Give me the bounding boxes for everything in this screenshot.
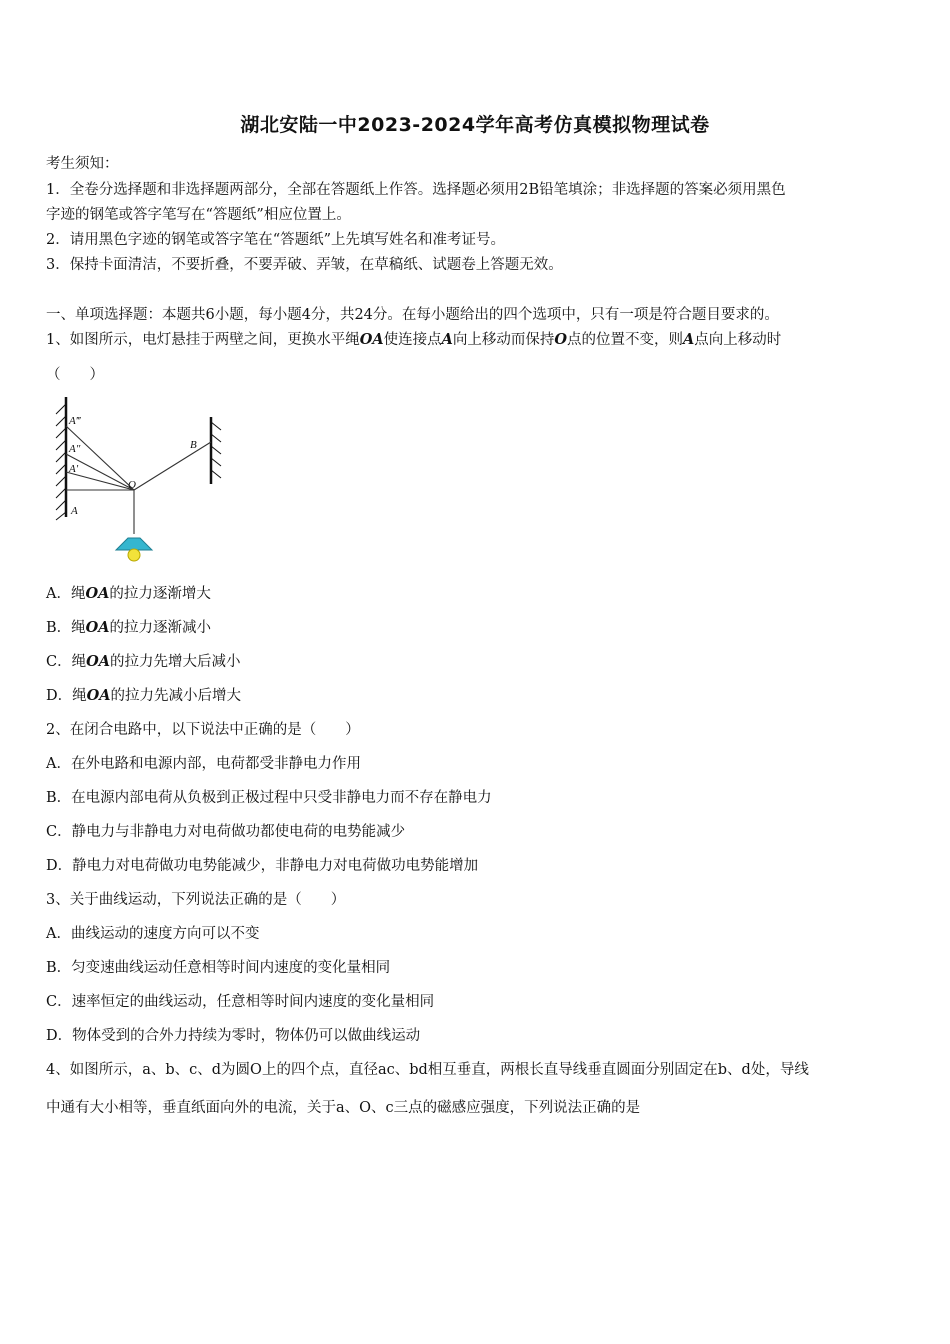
- rope-ob: [134, 442, 211, 490]
- q1-stem-text: 点向上移动时: [694, 332, 782, 348]
- notice-item: 1．全卷分选择题和非选择题两部分，全部在答题纸上作答。选择题必须用2B铅笔填涂；非选择题的答案必须用黑色: [46, 182, 786, 198]
- option-letter: C．绳: [46, 654, 87, 670]
- q1-stem-text: 向上移动而保持: [452, 332, 555, 348]
- q3-option-a: A．曲线运动的速度方向可以不变: [46, 926, 260, 942]
- q1-option-c: [46, 650, 241, 671]
- question-3-stem: 3、关于曲线运动，下列说法正确的是（ ）: [46, 892, 346, 908]
- label-o: O: [128, 479, 136, 491]
- lamp-shade: [116, 538, 152, 550]
- q1-var-oa: OA: [85, 619, 110, 636]
- label-a: A: [71, 505, 78, 517]
- question-4-stem: 4、如图所示，a、b、c、d为圆O上的四个点，直径ac、bd相互垂直，两根长直导线垂直圆面分别固定在b、d处，导线: [46, 1062, 809, 1078]
- q2-option-c: C．静电力与非静电力对电荷做功都使电荷的电势能减少: [46, 824, 406, 840]
- page-title: 湖北安陆一中2023-2024学年高考仿真模拟物理试卷: [240, 114, 710, 136]
- q1-stem-text: 使连接点: [383, 332, 442, 348]
- notice-item: 2．请用黑色字迹的钢笔或答字笔在“答题纸”上先填写姓名和准考证号。: [46, 232, 506, 248]
- notice-heading: 考生须知：: [46, 156, 119, 172]
- option-text: 的拉力逐渐增大: [109, 586, 211, 602]
- q1-stem-text: 1、如图所示，电灯悬挂于两壁之间，更换水平绳: [46, 332, 360, 348]
- label-b: B: [190, 439, 197, 451]
- option-text: 的拉力逐渐减小: [109, 620, 212, 636]
- option-letter: A．绳: [46, 586, 86, 602]
- rope-oa3: [66, 426, 134, 490]
- option-letter: B．绳: [46, 620, 86, 636]
- q1-stem-text: 点的位置不变，则: [567, 332, 684, 348]
- question-1-stem: [46, 328, 781, 349]
- right-wall-hatching: [211, 422, 221, 478]
- q1-option-a: [46, 582, 211, 603]
- q1-var-oa: OA: [85, 585, 110, 602]
- q1-var-o: O: [554, 331, 568, 348]
- q1-option-d: [46, 684, 241, 705]
- option-letter: D．绳: [46, 688, 87, 704]
- q3-option-d: D．物体受到的合外力持续为零时，物体仍可以做曲线运动: [46, 1028, 421, 1044]
- label-a2: A″: [69, 443, 81, 455]
- option-text: 的拉力先减小后增大: [110, 688, 242, 704]
- question-2-stem: 2、在闭合电路中，以下说法中正确的是（ ）: [46, 722, 360, 738]
- notice-item: 3．保持卡面清洁，不要折叠，不要弄破、弄皱，在草稿纸、试题卷上答题无效。: [46, 257, 563, 273]
- q1-var-oa: OA: [86, 653, 110, 670]
- q1-var-oa: OA: [86, 687, 111, 704]
- lamp-bulb: [128, 549, 140, 561]
- q3-option-b: B．匀变速曲线运动任意相等时间内速度的变化量相同: [46, 960, 391, 976]
- question-4-stem-cont: 中通有大小相等，垂直纸面向外的电流，关于a、O、c三点的磁感应强度，下列说法正确的是: [46, 1100, 641, 1116]
- q1-var-oa: OA: [359, 331, 384, 348]
- notice-item: 字迹的钢笔或答字笔写在“答题纸”相应位置上。: [46, 207, 351, 223]
- q2-option-b: B．在电源内部电荷从负极到正极过程中只受非静电力而不存在静电力: [46, 790, 492, 806]
- label-a3: A‴: [69, 415, 81, 427]
- q1-var-a: A: [683, 331, 695, 348]
- q1-answer-bracket: （ ）: [46, 367, 104, 383]
- q2-option-a: A．在外电路和电源内部，电荷都受非静电力作用: [46, 756, 361, 772]
- q1-var-a: A: [441, 331, 453, 348]
- section-heading: 一、单项选择题：本题共6小题，每小题4分，共24分。在每小题给出的四个选项中，只有一项是符合题目要求的。: [46, 307, 779, 323]
- left-wall-hatching: [56, 404, 66, 520]
- q2-option-d: D．静电力对电荷做功电势能减少，非静电力对电荷做功电势能增加: [46, 858, 479, 874]
- q3-option-c: C．速率恒定的曲线运动，任意相等时间内速度的变化量相同: [46, 994, 435, 1010]
- label-a1: A′: [69, 463, 79, 475]
- q1-option-b: [46, 616, 211, 637]
- lamp-wall-diagram: [46, 392, 246, 572]
- option-text: 的拉力先增大后减小: [110, 654, 241, 670]
